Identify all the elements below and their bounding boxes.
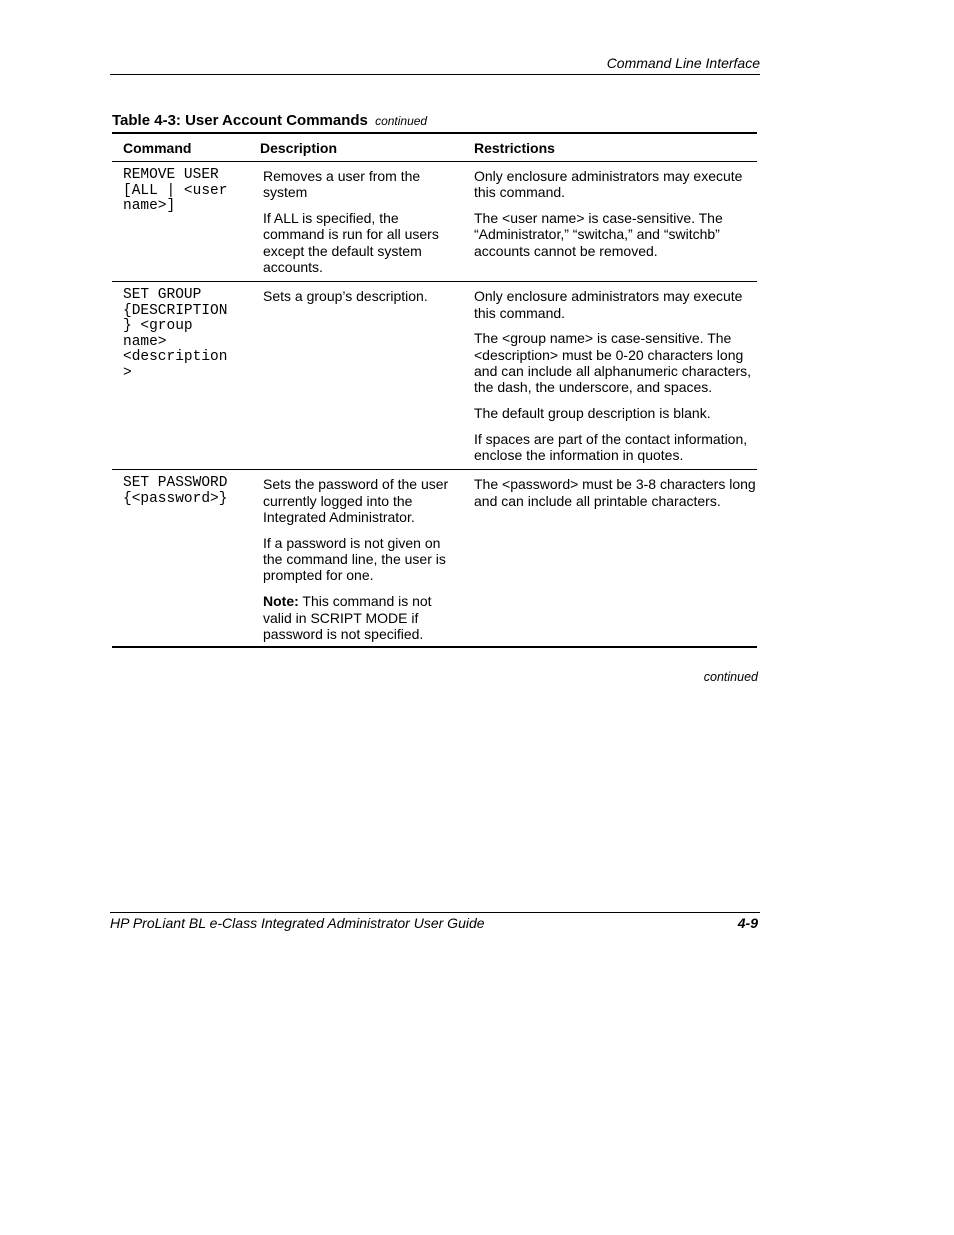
column-header-restrictions: Restrictions	[474, 139, 555, 156]
table-header-row	[112, 132, 757, 162]
table-row	[112, 162, 757, 282]
page-number: 4-9	[737, 915, 758, 931]
table-row	[112, 282, 757, 470]
restrictions-cell	[463, 288, 757, 463]
restriction-paragraph: Only enclosure administrators may execute this command.	[474, 168, 743, 201]
command-line: } <group	[123, 318, 193, 335]
description-paragraph: Sets the password of the user currently logged into the Integrated Administrator.	[263, 476, 449, 526]
command-line: {<password>}	[123, 490, 228, 507]
description-paragraph: If ALL is specified, the command is run for all users except the default system accounts.	[263, 210, 439, 275]
command-line: [ALL | <user	[123, 182, 228, 199]
description-cell	[252, 476, 463, 642]
note-text: This command is not valid in SCRIPT MODE if password is not specified.	[263, 593, 432, 642]
description-cell	[252, 168, 463, 275]
column-header-command: Command	[123, 139, 192, 156]
command-line: >	[123, 364, 132, 381]
command-cell	[112, 288, 252, 463]
restriction-paragraph: The default group description is blank.	[474, 405, 711, 422]
command-line: REMOVE USER	[123, 167, 219, 183]
footer-title: HP ProLiant BL e-Class Integrated Administrator User Guide	[110, 915, 485, 931]
command-line: {DESCRIPTION	[123, 302, 228, 319]
table-continued-label: continued	[703, 670, 758, 684]
table-caption-continued: continued	[375, 114, 428, 128]
table-caption	[112, 112, 427, 129]
restriction-paragraph: The <password> must be 3-8 characters long and can include all printable characters.	[474, 476, 756, 509]
description-paragraph: If a password is not given on the command line, the user is prompted for one.	[263, 534, 446, 584]
header-rule	[110, 74, 760, 75]
footer-rule	[110, 912, 760, 913]
restrictions-cell	[463, 168, 757, 275]
restriction-paragraph: Only enclosure administrators may execute this command.	[474, 288, 743, 321]
restriction-paragraph: The <group name> is case-sensitive. The <description> must be 0-20 characters long and can include all alphanumeric characters, the dash, the underscore, and spaces.	[474, 330, 752, 396]
restriction-paragraph: If spaces are part of the contact information, enclose the information in quotes.	[474, 430, 748, 464]
user-account-commands-table	[112, 132, 757, 648]
note-label: Note:	[263, 593, 299, 610]
table-caption-title: Table 4-3: User Account Commands	[112, 112, 368, 129]
command-cell	[112, 168, 252, 275]
column-header-description: Description	[260, 139, 338, 156]
restrictions-cell	[463, 476, 757, 642]
command-line: SET PASSWORD	[123, 475, 228, 492]
table-row	[112, 470, 757, 648]
command-line: name>]	[123, 198, 176, 214]
command-line: SET GROUP	[123, 287, 202, 304]
description-paragraph: Removes a user from the system	[263, 168, 421, 201]
note-paragraph	[263, 593, 463, 642]
restriction-paragraph: The <user name> is case-sensitive. The “Administrator,” “switcha,” and “switchb” accounts cannot be removed.	[474, 210, 723, 259]
command-line: name>	[123, 333, 167, 350]
description-paragraph: Sets a group’s description.	[263, 288, 428, 305]
description-cell	[252, 288, 463, 463]
command-cell	[112, 476, 252, 642]
command-line: <description	[123, 349, 228, 366]
running-header: Command Line Interface	[606, 55, 760, 71]
